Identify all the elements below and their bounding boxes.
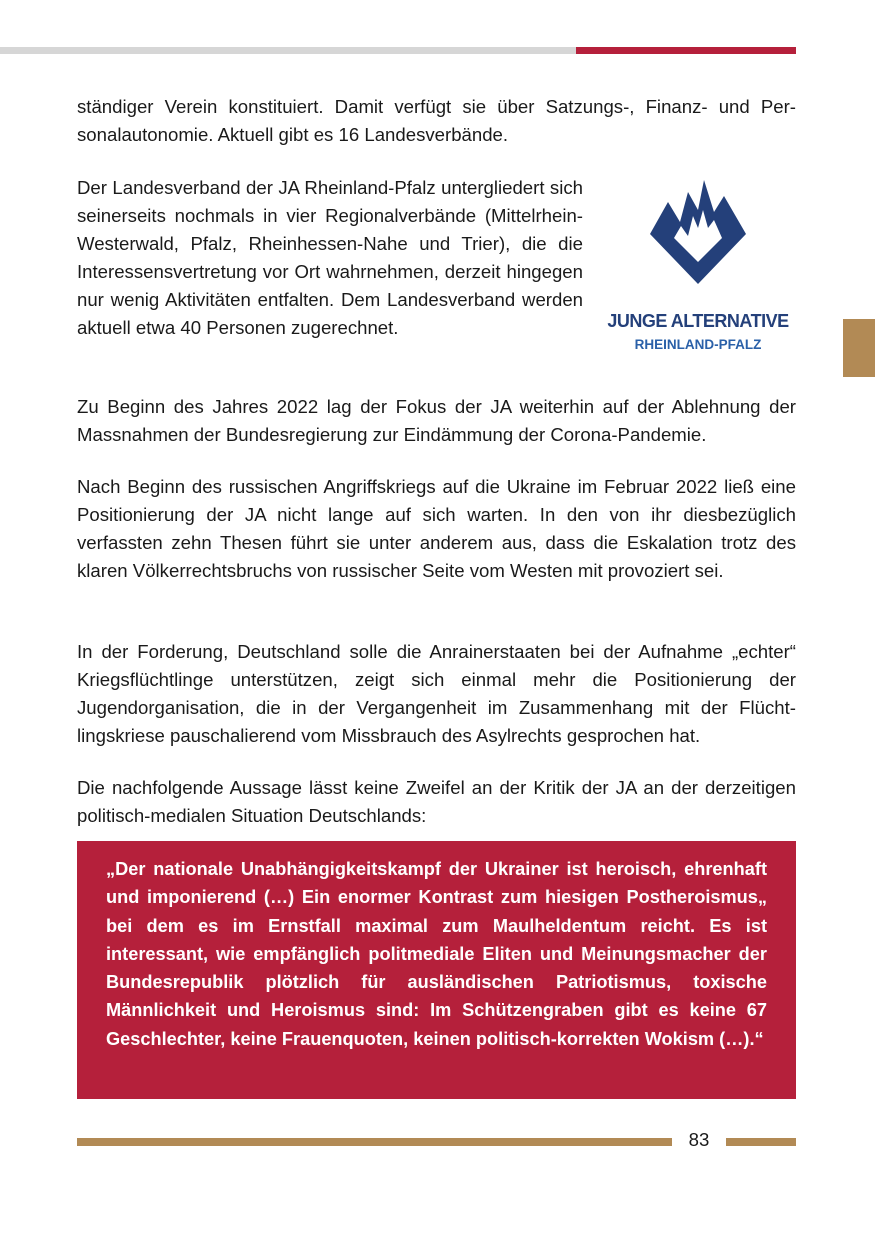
logo-subtitle: RHEINLAND-PFALZ xyxy=(634,337,762,352)
quote-text: „Der nationale Unabhängigkeitskampf der Ukrainer ist heroisch, ehrenhaft und imponierend (…) Ein enormer Kontrast zum hiesigen Postheroismus„ bei dem es im Ernstfall maximal zum Maulheldentum reicht. Es ist interessant, wie empfänglich politmediale Eliten und Meinungsmacher der Bundesrepublik plötzlich für ausländischen Patriotismus, toxische Männlichkeit und Heroismus sind: Im Schützengraben gibt es keine 67 Geschlechter, keine Frauenquoten, keinen politisch-korrekten Wokism (…).“ xyxy=(106,859,767,1049)
body-paragraph-2: Der Landesverband der JA Rheinland-Pfalz untergliedert sich seinerseits nochmals in vier Regionalverbände (Mittelrhein-Westerwald, Pfalz, Rheinhessen-Nahe und Trier), die die Interessensvertretung vor Ort wahrnehmen, derzeit hingegen nur wenig Aktivitäten entfalten. Dem Landesverband werden aktuell etwa 40 Personen zugerechnet. xyxy=(77,177,583,338)
page-number: 83 xyxy=(688,1129,710,1150)
header-rule-grey xyxy=(0,47,576,54)
footer-rule-right xyxy=(726,1138,796,1146)
body-paragraph-3: Zu Beginn des Jahres 2022 lag der Fokus der JA weiterhin auf der Ablehnung der Massnahmen der Bundesregierung zur Eindämmung der Corona-Pandemie. xyxy=(77,396,796,445)
footer-rule-left xyxy=(77,1138,672,1146)
body-paragraph-1: ständiger Verein konstituiert. Damit verfügt sie über Satzungs-, Finanz- und Personalautonomie. Aktuell gibt es 16 Landesverbände. xyxy=(77,96,796,145)
mountain-flame-icon xyxy=(648,176,748,288)
quote-box xyxy=(77,841,796,1099)
logo-title: JUNGE ALTERNATIVE xyxy=(607,311,789,331)
ja-rlp-logo xyxy=(600,174,796,360)
chapter-side-tab xyxy=(843,319,875,377)
body-paragraph-6: Die nachfolgende Aussage lässt keine Zweifel an der Kritik der JA an der derzeitigen politisch-medialen Situation Deutschlands: xyxy=(77,777,796,826)
body-paragraph-4: Nach Beginn des russischen Angriffskriegs auf die Ukraine im Februar 2022 ließ eine Positionierung der JA nicht lange auf sich warten. In den von ihr diesbezüglich verfassten zehn Thesen führt sie unter anderem aus, dass die Eskalation trotz des klaren Völkerrechtsbruchs von russischer Seite vom Westen mit provoziert sei. xyxy=(77,476,796,581)
body-paragraph-5: In der Forderung, Deutschland solle die Anrainerstaaten bei der Aufnahme „echter“ Kriegsflüchtlinge unterstützen, zeigt sich einmal mehr die Positionierung der Jugendorganisation, die in der Vergangenheit im Zusammenhang mit der Flüchtlingskriese pauschalierend vom Missbrauch des Asylrechts gesprochen hat. xyxy=(77,641,796,746)
header-rule-red xyxy=(576,47,796,54)
